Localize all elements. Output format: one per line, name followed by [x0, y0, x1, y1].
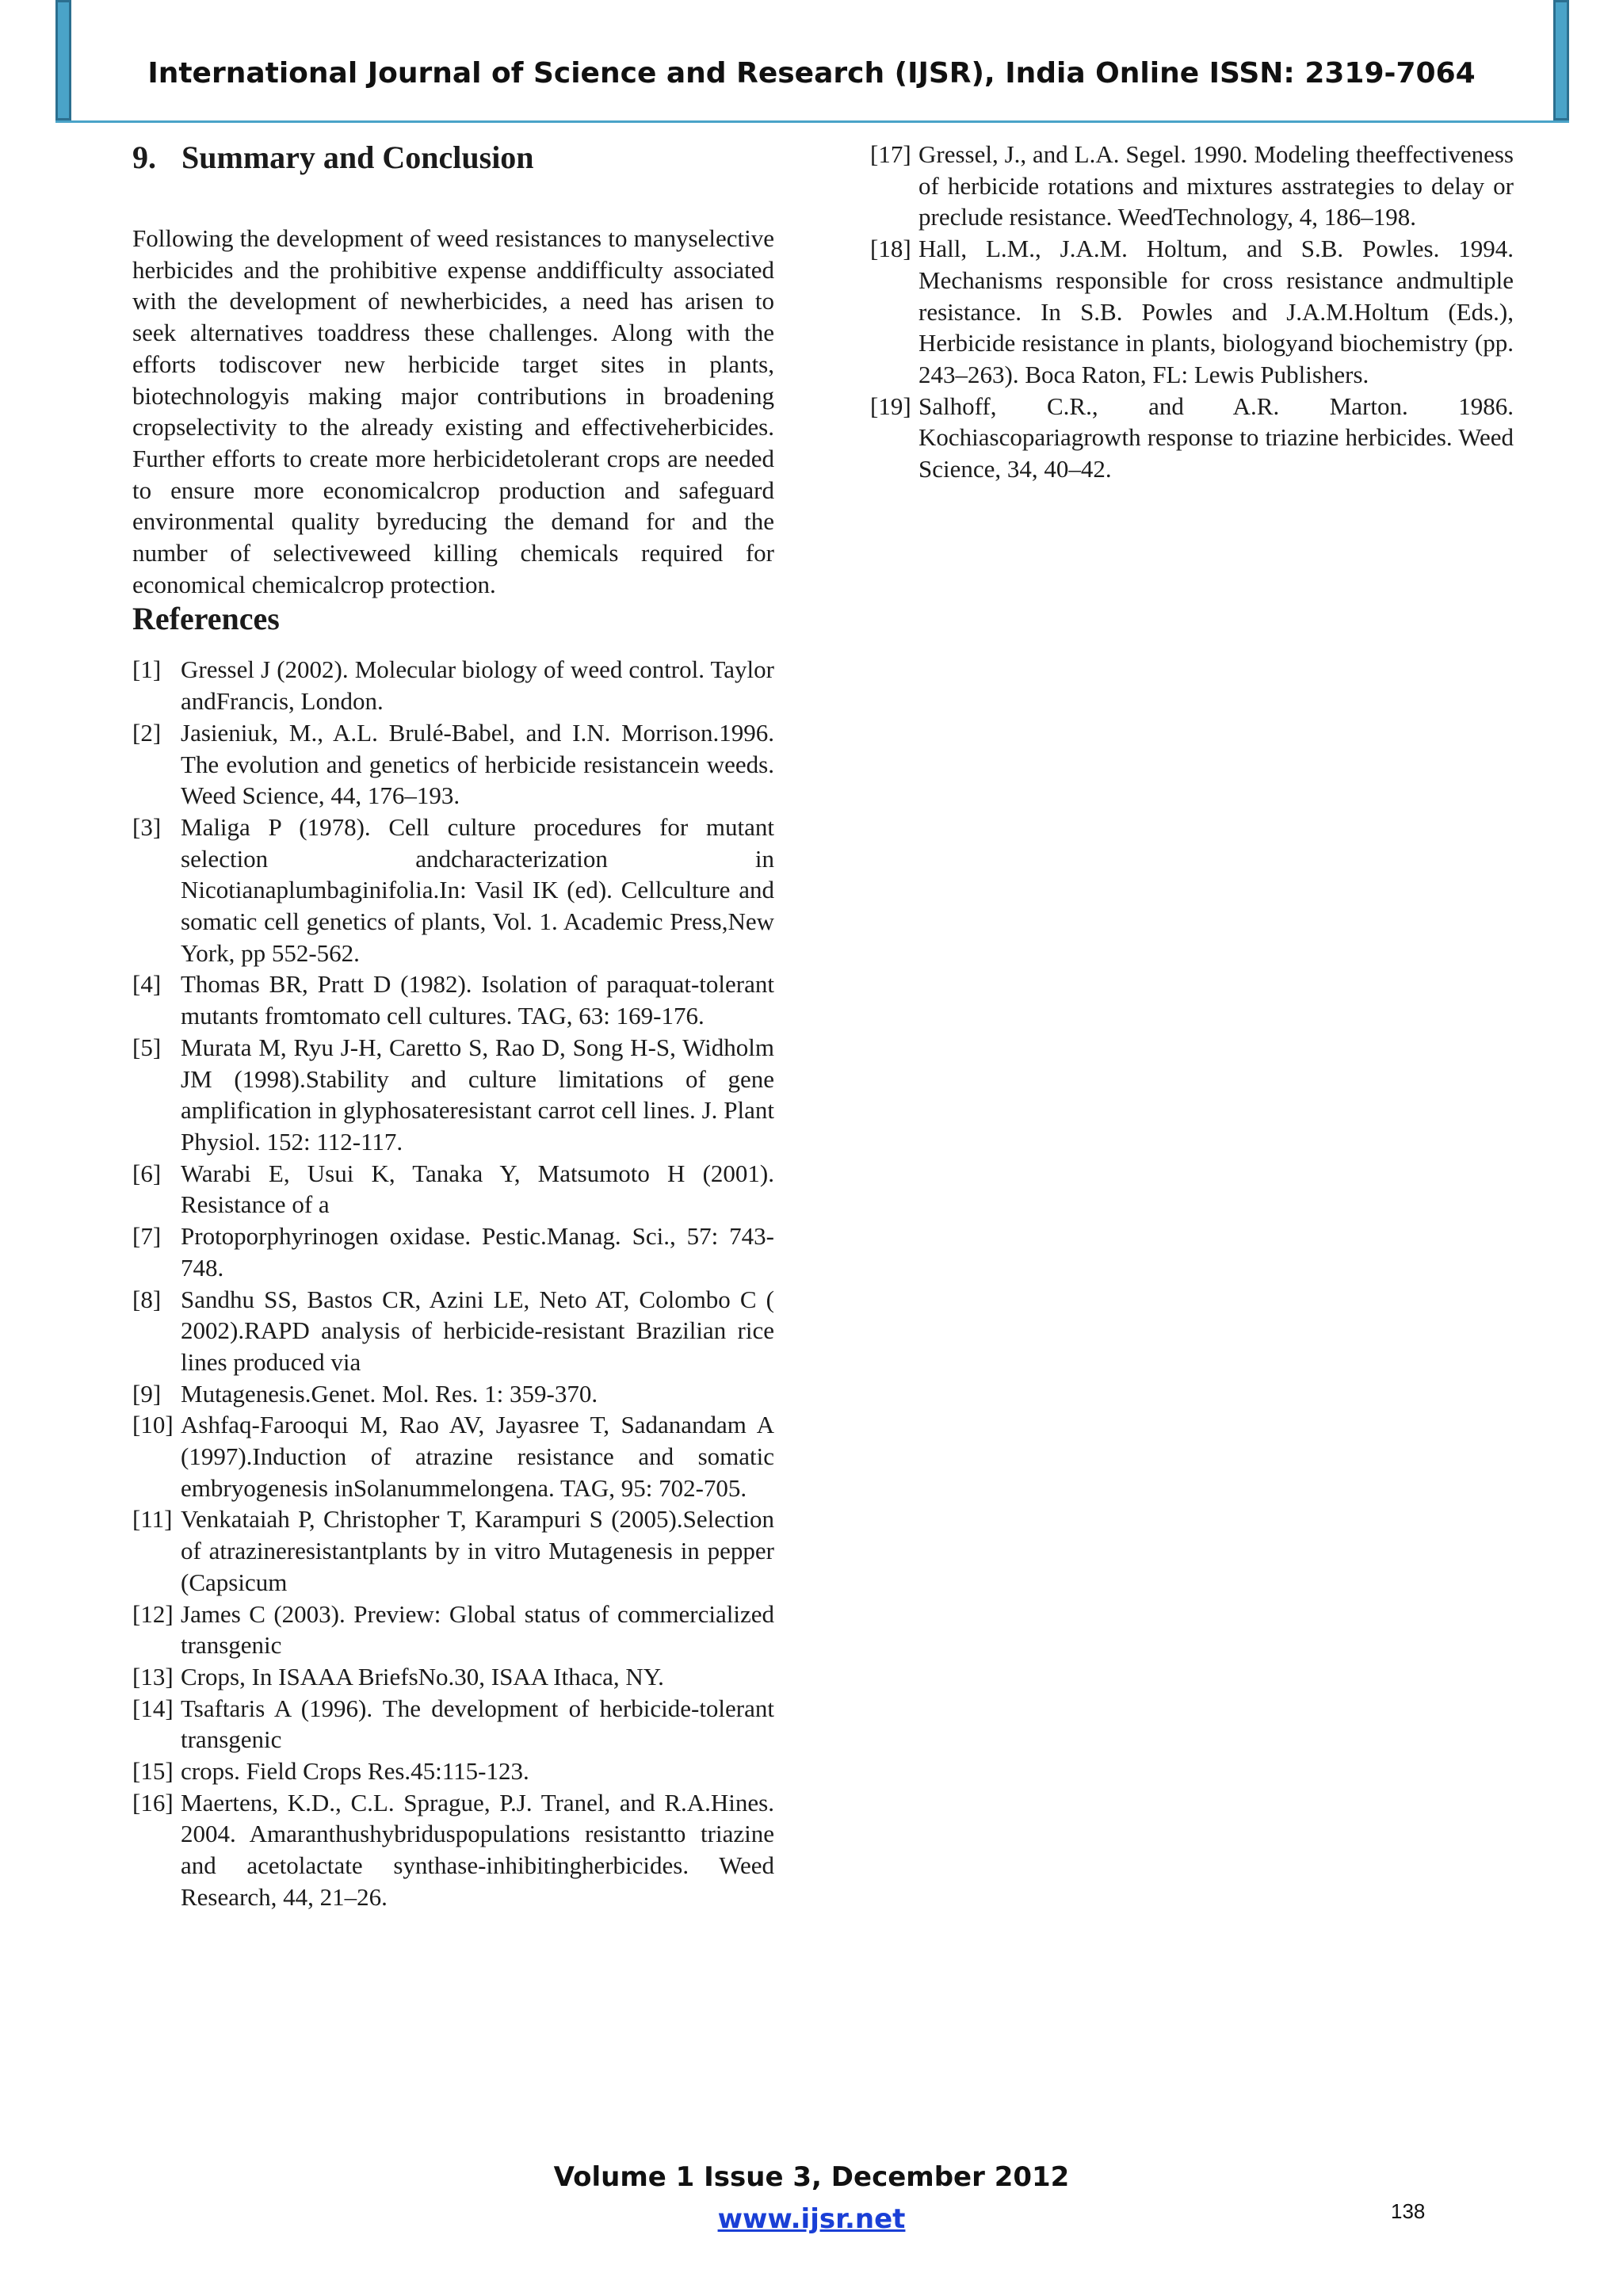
reference-number: [3]	[132, 812, 162, 841]
reference-number: [1]	[132, 655, 162, 684]
reference-text: Sandhu SS, Bastos CR, Azini LE, Neto AT, Colombo C ( 2002).RAPD analysis of herbicide-resistant Brazilian rice lines produced via	[181, 1285, 774, 1376]
reference-item	[132, 1503, 774, 1598]
reference-item	[132, 1755, 774, 1787]
reference-number: [4]	[132, 970, 162, 999]
reference-item	[132, 1693, 774, 1755]
reference-item	[132, 1409, 774, 1503]
reference-text: Thomas BR, Pratt D (1982). Isolation of paraquat-tolerant mutants fromtomato cell cultures. TAG, 63: 169-176.	[181, 970, 774, 1030]
summary-heading	[132, 139, 774, 177]
footer-website-link[interactable]: www.ijsr.net	[717, 2203, 906, 2235]
reference-text: Warabi E, Usui K, Tanaka Y, Matsumoto H (2001). Resistance of a	[181, 1159, 774, 1219]
reference-number: [17]	[870, 140, 911, 168]
reference-number: [2]	[132, 718, 162, 747]
summary-section-number: 9.	[132, 139, 156, 175]
reference-item	[132, 968, 774, 1031]
reference-text: Protoporphyrinogen oxidase. Pestic.Manag. Sci., 57: 743-748.	[181, 1222, 774, 1282]
reference-item	[870, 139, 1514, 233]
left-column	[132, 139, 774, 1913]
reference-number: [19]	[870, 392, 911, 420]
page-number: 138	[1391, 2199, 1426, 2223]
footer-volume: Volume 1 Issue 3, December 2012	[553, 2161, 1070, 2193]
reference-number: [14]	[132, 1694, 174, 1722]
reference-item	[132, 1787, 774, 1913]
references-list-right	[870, 139, 1514, 485]
reference-number: [5]	[132, 1033, 162, 1061]
reference-number: [10]	[132, 1411, 174, 1439]
reference-item	[132, 717, 774, 812]
right-column	[870, 139, 1514, 485]
reference-text: Maertens, K.D., C.L. Sprague, P.J. Tranel, and R.A.Hines. 2004. Amaranthushybriduspopulations resistantto triazine and acetolactate synthase-inhibitingherbicides. Weed Research, 44, 21–26.	[181, 1788, 774, 1911]
references-list-left	[132, 654, 774, 1912]
reference-number: [7]	[132, 1222, 162, 1251]
reference-text: Venkataiah P, Christopher T, Karampuri S (2005).Selection of atrazineresistantplants by in vitro Mutagenesis in pepper (Capsicum	[181, 1505, 774, 1596]
reference-item	[132, 1378, 774, 1410]
reference-text: Murata M, Ryu J-H, Caretto S, Rao D, Song H-S, Widholm JM (1998).Stability and culture limitations of gene amplification in glyphosateresistant carrot cell lines. J. Plant Physiol. 152: 112-117.	[181, 1033, 774, 1156]
reference-item	[132, 1221, 774, 1283]
reference-text: Jasieniuk, M., A.L. Brulé-Babel, and I.N. Morrison.1996. The evolution and genetics of herbicide resistancein weeds. Weed Science, 44, 176–193.	[181, 718, 774, 810]
reference-number: [13]	[132, 1662, 174, 1690]
reference-number: [9]	[132, 1379, 162, 1408]
summary-heading-text: Summary and Conclusion	[181, 139, 534, 175]
reference-item	[132, 1158, 774, 1221]
reference-item	[870, 391, 1514, 485]
reference-text: Mutagenesis.Genet. Mol. Res. 1: 359-370.	[181, 1379, 598, 1408]
reference-item	[132, 1284, 774, 1378]
reference-text: Maliga P (1978). Cell culture procedures for mutant selection andcharacterization in Nicotianaplumbaginifolia.In: Vasil IK (ed). Cellculture and somatic cell genetics of plants, Vol. 1. Academic Press,New York, pp 552-562.	[181, 812, 774, 967]
reference-item	[870, 233, 1514, 391]
reference-number: [18]	[870, 235, 911, 263]
reference-text: Gressel, J., and L.A. Segel. 1990. Modeling theeffectiveness of herbicide rotations and mixtures asstrategies to delay or preclude resistance. WeedTechnology, 4, 186–198.	[918, 140, 1514, 231]
reference-text: Tsaftaris A (1996). The development of herbicide-tolerant transgenic	[181, 1694, 774, 1754]
reference-text: Hall, L.M., J.A.M. Holtum, and S.B. Powles. 1994. Mechanisms responsible for cross resistance andmultiple resistance. In S.B. Powles and J.A.M.Holtum (Eds.), Herbicide resistance in plants, biologyand biochemistry (pp. 243–263). Boca Raton, FL: Lewis Publishers.	[918, 235, 1514, 388]
reference-text: Ashfaq-Farooqui M, Rao AV, Jayasree T, Sadanandam A (1997).Induction of atrazine resistance and somatic embryogenesis inSolanummelongena. TAG, 95: 702-705.	[181, 1411, 774, 1502]
reference-number: [11]	[132, 1505, 173, 1534]
summary-paragraph: Following the development of weed resistances to manyselective herbicides and the prohibitive expense anddifficulty associated with the development of newherbicides, a need has arisen to seek alternatives toaddress these challenges. Along with the efforts todiscover new herbicide target sites in plants, biotechnologyis making major contributions in broadening cropselectivity to the already existing and effectiveherbicides. Further efforts to create more herbicidetolerant crops are needed to ensure more economicalcrop production and safeguard environmental quality byreducing the demand for and the number of selectiveweed killing chemicals required for economical chemicalcrop protection.	[132, 224, 774, 598]
references-heading: References	[132, 601, 280, 637]
header-divider	[55, 120, 1569, 123]
reference-text: James C (2003). Preview: Global status of commercialized transgenic	[181, 1599, 774, 1660]
reference-number: [16]	[132, 1788, 174, 1817]
journal-header-title: International Journal of Science and Research (IJSR), India Online ISSN: 2319-7064	[147, 57, 1476, 90]
reference-text: Gressel J (2002). Molecular biology of weed control. Taylor andFrancis, London.	[181, 655, 774, 716]
reference-number: [15]	[132, 1757, 174, 1786]
reference-item	[132, 812, 774, 969]
reference-item	[132, 654, 774, 716]
reference-number: [8]	[132, 1285, 162, 1313]
reference-number: [6]	[132, 1159, 162, 1187]
reference-item	[132, 1599, 774, 1661]
reference-item	[132, 1032, 774, 1158]
reference-text: Salhoff, C.R., and A.R. Marton. 1986. Kochiascopariagrowth response to triazine herbicides. Weed Science, 34, 40–42.	[918, 392, 1514, 483]
reference-item	[132, 1661, 774, 1693]
reference-text: Crops, In ISAAA BriefsNo.30, ISAA Ithaca, NY.	[181, 1662, 664, 1690]
reference-text: crops. Field Crops Res.45:115-123.	[181, 1757, 529, 1786]
reference-number: [12]	[132, 1599, 174, 1628]
